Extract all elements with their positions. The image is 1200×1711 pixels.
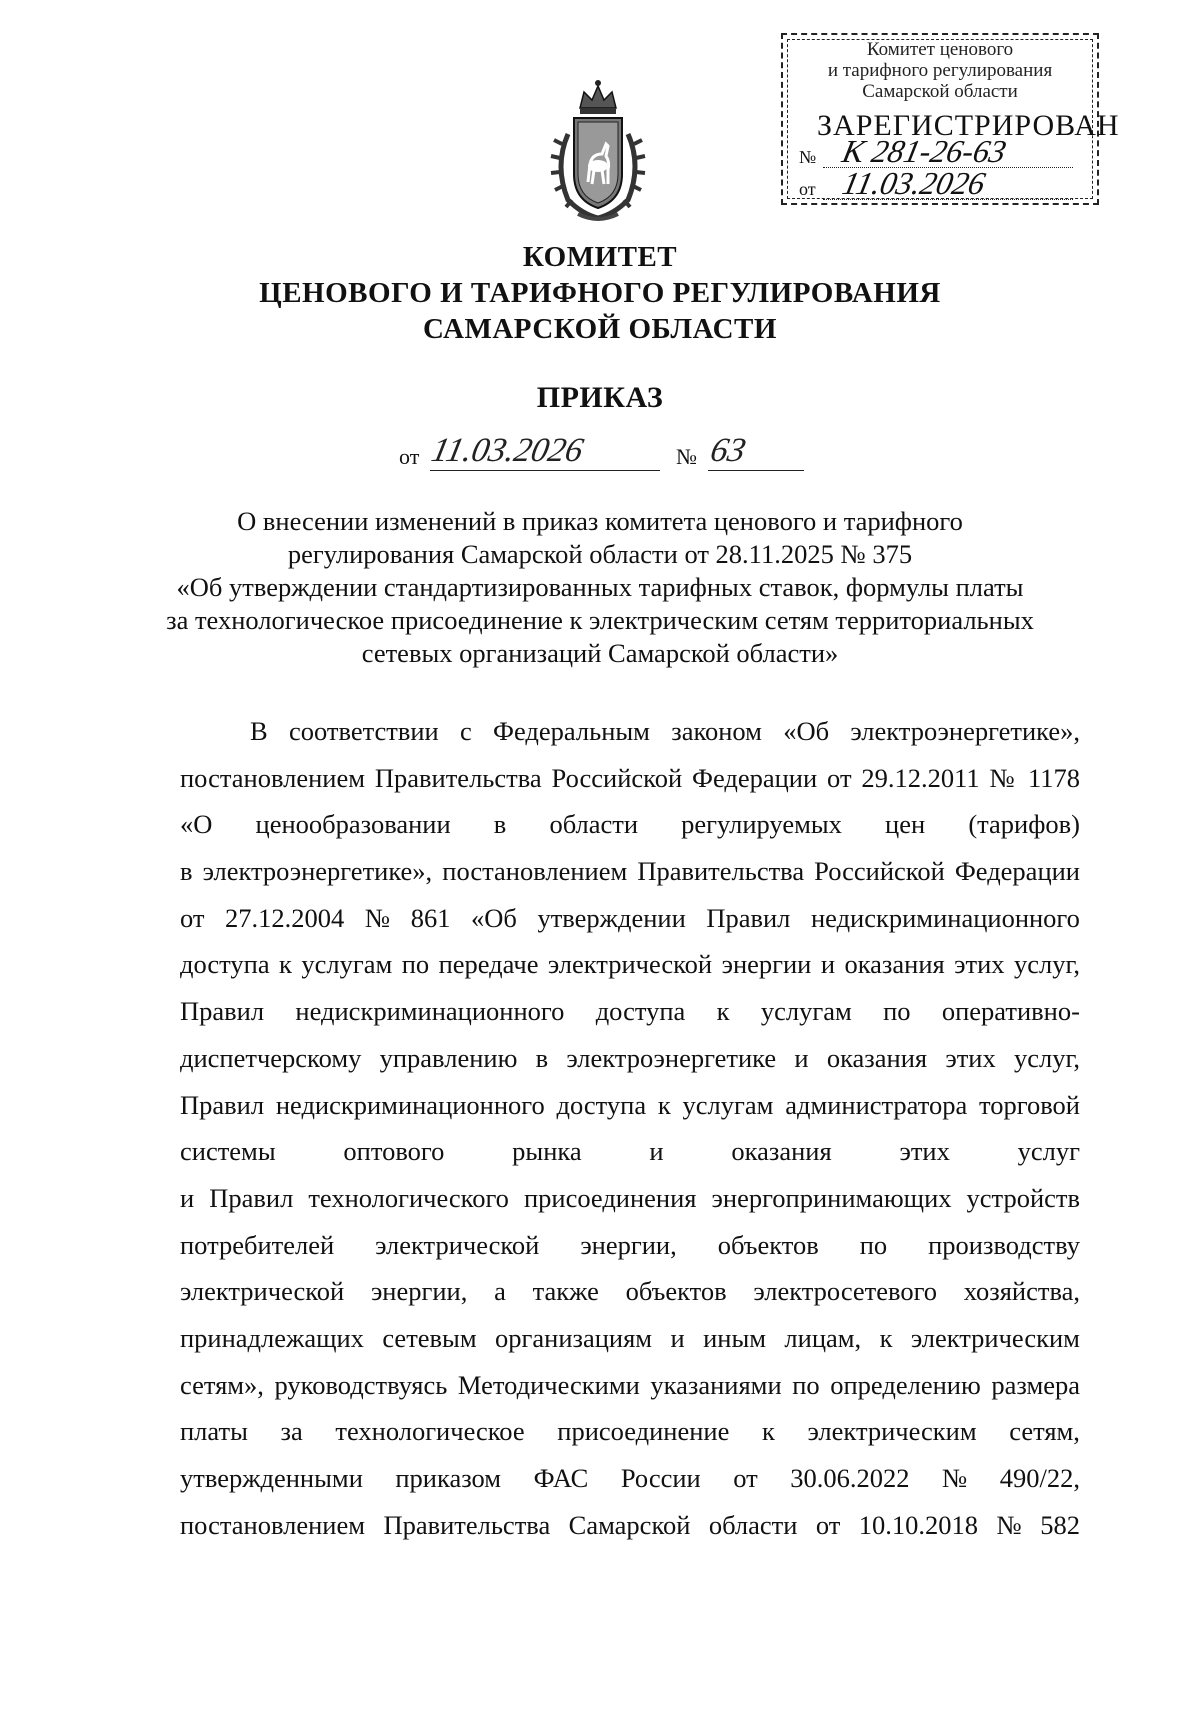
body-word: приказом <box>395 1463 502 1493</box>
body-line-text: постановлением Правительства Российской Федерации от 29.12.2011 № 1178 <box>180 762 1080 793</box>
body-word: 27.12.2004 <box>225 902 345 933</box>
subject-line: О внесении изменений в приказ комитета ценового и тарифного <box>237 506 963 536</box>
body-word: недискриминационного <box>295 996 565 1027</box>
body-word: объектов <box>625 1276 727 1307</box>
body-word: «Об <box>471 902 517 933</box>
body-word: платы <box>180 1416 248 1447</box>
body-word: Правил <box>706 902 791 933</box>
body-word: также <box>532 1276 599 1307</box>
subject-line: регулирования Самарской области от 28.11.2025 № 375 <box>287 539 913 569</box>
body-word: услугам <box>760 996 852 1027</box>
body-word: к <box>762 1416 775 1447</box>
committee-title: КОМИТЕТ <box>522 241 678 273</box>
body-word: сетевым <box>382 1322 477 1353</box>
body-word: 30.06.2022 <box>790 1463 910 1493</box>
body-word: недискриминационного <box>810 902 1080 933</box>
committee-title-line2: ЦЕНОВОГО И ТАРИФНОГО РЕГУЛИРОВАНИЯ <box>259 277 941 309</box>
body-word: постановлением <box>180 1509 365 1540</box>
body-word: ценообразовании <box>255 809 451 840</box>
body-word: этих <box>899 1136 950 1167</box>
body-word: управлению <box>379 1042 518 1073</box>
stamp-date-value: 11.03.2026 <box>839 165 989 201</box>
body-line <box>180 941 1080 988</box>
order-date-value: 11.03.2026 <box>428 432 587 469</box>
body-word: № <box>996 1509 1022 1540</box>
subject-line: сетевых организаций Самарской области» <box>361 638 839 668</box>
body-word: регулируемых <box>681 809 842 840</box>
body-word: 10.10.2018 <box>858 1509 979 1540</box>
body-line <box>180 1175 1080 1222</box>
body-word: утвержденными <box>180 1463 363 1493</box>
order-number-label: № <box>676 444 697 469</box>
body-word: области <box>549 809 639 840</box>
order-number-line <box>708 470 804 471</box>
body-line-text: и Правил технологического присоединения энергопринимающих устройств <box>180 1182 1080 1213</box>
body-word: оптового <box>343 1136 445 1167</box>
body-word: В <box>250 716 268 746</box>
body-word: области <box>708 1509 798 1540</box>
body-word: за <box>280 1416 303 1447</box>
body-word: доступа <box>595 996 686 1027</box>
body-line <box>180 1502 1080 1549</box>
order-date-number <box>0 432 1200 476</box>
body-word: организациям <box>495 1322 653 1353</box>
stamp-org-line: Комитет ценового <box>866 39 1014 60</box>
body-word: России <box>620 1463 701 1493</box>
stamp-date-label: от <box>799 179 816 199</box>
body-word: хозяйства, <box>963 1276 1080 1307</box>
body-word: Федеральным <box>493 716 650 746</box>
body-word: системы <box>180 1136 276 1167</box>
body-word: оказания <box>731 1136 832 1167</box>
body-word: а <box>494 1276 506 1307</box>
body-word: к <box>879 1322 893 1353</box>
subject-line: «Об утверждении стандартизированных тарифных ставок, формулы платы <box>176 572 1024 602</box>
registration-stamp <box>781 33 1120 205</box>
body-word: энергии, <box>370 1276 468 1307</box>
body-word: оказания <box>826 1042 928 1073</box>
body-word: электрической <box>375 1229 540 1260</box>
body-line <box>180 988 1080 1035</box>
body-word: электрическим <box>910 1322 1080 1353</box>
body-word: «О <box>180 809 213 840</box>
body-word: ФАС <box>533 1463 589 1493</box>
body-line <box>180 1268 1080 1315</box>
body-line <box>180 801 1080 848</box>
body-line-text: в электроэнергетике», постановлением Правительства Российской Федерации <box>180 856 1080 887</box>
body-word: от <box>815 1509 841 1540</box>
body-line-text: Правил недискриминационного доступа к услугам администратора торговой <box>180 1089 1080 1120</box>
order-date-line <box>430 470 660 471</box>
body-word: объектов <box>717 1229 819 1260</box>
body-word: рынка <box>512 1136 582 1167</box>
body-line <box>180 1362 1080 1409</box>
body-word: по <box>883 996 911 1027</box>
document-type: ПРИКАЗ <box>536 381 664 414</box>
stamp-org-line: Самарской области <box>862 81 1018 102</box>
body-word: этих <box>945 1042 996 1073</box>
stamp-organization <box>783 39 1097 102</box>
body-word: производству <box>928 1229 1080 1260</box>
body-word: оперативно- <box>941 996 1080 1027</box>
stamp-registered-label: ЗАРЕГИСТРИРОВАН <box>817 109 1120 142</box>
body-line <box>180 1128 1080 1175</box>
body-word: электрическим <box>807 1416 977 1447</box>
committee-title-line3: САМАРСКОЙ ОБЛАСТИ <box>423 313 777 345</box>
body-word: и <box>670 1322 685 1353</box>
body-line <box>180 708 1080 755</box>
samara-coat-of-arms-icon <box>538 74 658 224</box>
body-word: 490/22, <box>999 1463 1080 1493</box>
body-word: «Об <box>783 716 830 746</box>
body-line-text: доступа к услугам по передаче электрической энергии и оказания этих услуг, <box>180 949 1080 980</box>
body-word: Самарской <box>568 1509 691 1540</box>
body-word: диспетчерскому <box>180 1042 362 1073</box>
subject-line: за технологическое присоединение к электрическим сетям территориальных <box>166 605 1034 635</box>
body-word: электросетевого <box>753 1276 938 1307</box>
body-word: и <box>649 1136 664 1167</box>
body-word: утверждении <box>537 902 686 933</box>
body-word: технологическое <box>335 1416 525 1447</box>
body-word: электроэнергетике», <box>850 716 1080 746</box>
order-date-label: от <box>399 444 420 469</box>
body-word: Правительства <box>383 1509 551 1540</box>
body-word: с <box>460 716 472 746</box>
body-word: (тарифов) <box>968 809 1080 840</box>
body-word: и <box>794 1042 809 1073</box>
body-word: цен <box>885 809 926 840</box>
body-line <box>180 1408 1080 1455</box>
body-line <box>180 1035 1080 1082</box>
body-word: 582 <box>1040 1509 1080 1540</box>
stamp-number-label: № <box>799 147 817 167</box>
body-word: электрической <box>180 1276 345 1307</box>
body-word: услуг, <box>1013 1042 1080 1073</box>
body-word: № <box>941 1463 968 1493</box>
body-line <box>180 755 1080 802</box>
order-number-value: 63 <box>707 432 750 469</box>
body-word: услуг <box>1017 1136 1080 1167</box>
body-line <box>180 1315 1080 1362</box>
body-word: электроэнергетике <box>566 1042 777 1073</box>
body-word: законом <box>671 716 762 746</box>
body-line <box>180 895 1080 942</box>
body-word: сетям, <box>1009 1416 1080 1447</box>
body-line <box>180 1082 1080 1129</box>
body-word: принадлежащих <box>180 1322 364 1353</box>
body-word: от <box>733 1463 758 1493</box>
order-subject <box>150 505 1050 670</box>
body-word: присоединение <box>557 1416 730 1447</box>
body-line <box>180 1222 1080 1269</box>
body-word: 861 <box>410 902 451 933</box>
body-word: к <box>716 996 730 1027</box>
body-word: в <box>493 809 507 840</box>
order-body <box>180 708 1080 1548</box>
body-word: Правил <box>180 996 265 1027</box>
body-word: потребителей <box>180 1229 335 1260</box>
body-word: в <box>535 1042 549 1073</box>
body-word: иным <box>703 1322 767 1353</box>
body-word: от <box>180 902 205 933</box>
body-word: по <box>859 1229 888 1260</box>
body-word: № <box>364 902 391 933</box>
body-word: соответствии <box>288 716 439 746</box>
stamp-org-line: и тарифного регулирования <box>827 60 1053 81</box>
body-word: лицам, <box>784 1322 862 1353</box>
body-line <box>180 1455 1080 1502</box>
body-line <box>180 848 1080 895</box>
body-word: энергии, <box>580 1229 677 1260</box>
body-line-text: сетям», руководствуясь Методическими указаниями по определению размера <box>180 1369 1080 1400</box>
stamp-number-value: К 281-26-63 <box>839 133 1010 169</box>
